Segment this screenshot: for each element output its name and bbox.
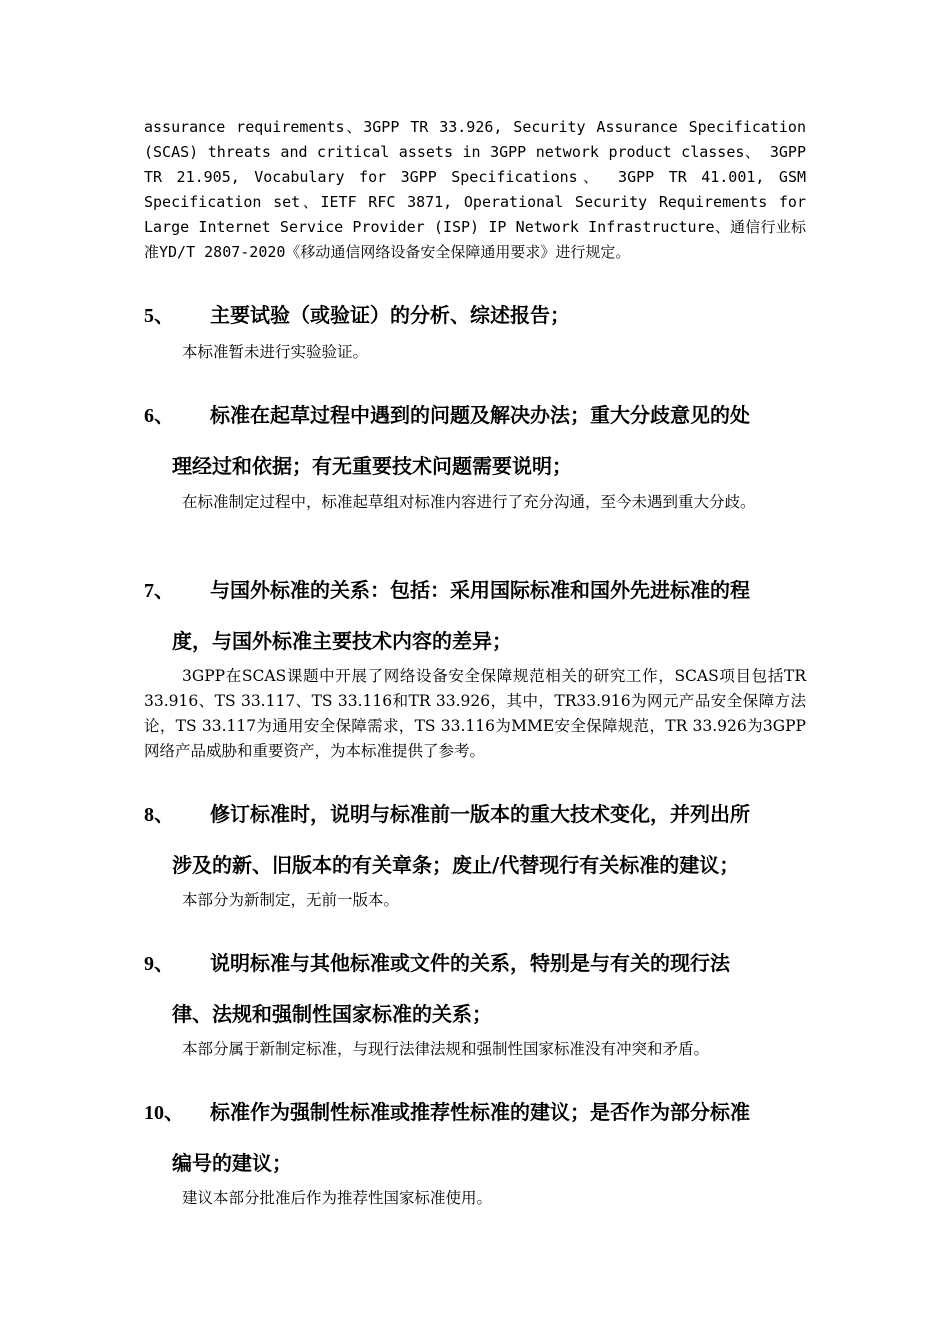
section-5-body: 本标准暂未进行实验验证。	[182, 343, 369, 361]
section-title: 主要试验（或验证）的分析、综述报告；	[210, 303, 570, 327]
section-number: 7、	[144, 580, 174, 602]
section-number: 10、	[144, 1102, 184, 1124]
section-title: 修订标准时，说明与标准前一版本的重大技术变化，并列出所	[210, 802, 750, 826]
section-5-heading	[144, 290, 810, 341]
section-9-body: 本部分属于新制定标准，与现行法律法规和强制性国家标准没有冲突和矛盾。	[182, 1040, 710, 1058]
section-8-heading	[144, 789, 810, 890]
section-title-continued: 编号的建议；	[172, 1151, 292, 1175]
section-number: 5、	[144, 305, 174, 327]
section-6-heading	[144, 390, 810, 491]
section-title: 标准作为强制性标准或推荐性标准的建议；是否作为部分标准	[210, 1100, 750, 1124]
section-title-continued: 理经过和依据；有无重要技术问题需要说明；	[172, 454, 572, 478]
section-title-continued: 律、法规和强制性国家标准的关系；	[172, 1002, 492, 1026]
section-title: 标准在起草过程中遇到的问题及解决办法；重大分歧意见的处	[210, 403, 750, 427]
section-title-continued: 涉及的新、旧版本的有关章条；废止/代替现行有关标准的建议；	[172, 853, 740, 877]
section-7-heading	[144, 565, 810, 666]
section-9-heading	[144, 938, 810, 1039]
intro-paragraph: assurance requirements、3GPP TR 33.926, Security Assurance Specification (SCAS) threats and critical assets in 3GPP network product classes、 3GPP TR 21.905, Vocabulary for 3GPP Specifications、 3GPP TR 41.001, GSM Specification set、IETF RFC 3871, Operational Security Requirements for Large Internet Service Provider (ISP) IP Network Infrastructure、通信行业标准YD/T 2807-2020《移动通信网络设备安全保障通用要求》进行规定。	[144, 118, 806, 261]
section-number: 9、	[144, 953, 174, 975]
section-6-body: 在标准制定过程中，标准起草组对标准内容进行了充分沟通，至今未遇到重大分歧。	[182, 493, 756, 511]
section-7-body: 3GPP在SCAS课题中开展了网络设备安全保障规范相关的研究工作，SCAS项目包括TR 33.916、TS 33.117、TS 33.116和TR 33.926，其中，TR33.916为网元产品安全保障方法论，TS 33.117为通用安全保障需求，TS 33.116为MME安全保障规范，TR 33.926为3GPP网络产品威胁和重要资产，为本标准提供了参考。	[144, 667, 806, 760]
section-number: 8、	[144, 804, 174, 826]
section-8-body: 本部分为新制定，无前一版本。	[182, 891, 400, 909]
section-title: 与国外标准的关系：包括：采用国际标准和国外先进标准的程	[210, 578, 750, 602]
section-10-heading	[144, 1087, 810, 1188]
section-10-body: 建议本部分批准后作为推荐性国家标准使用。	[182, 1189, 493, 1207]
section-title: 说明标准与其他标准或文件的关系，特别是与有关的现行法	[210, 951, 730, 975]
section-number: 6、	[144, 405, 174, 427]
section-title-continued: 度，与国外标准主要技术内容的差异；	[172, 629, 512, 653]
